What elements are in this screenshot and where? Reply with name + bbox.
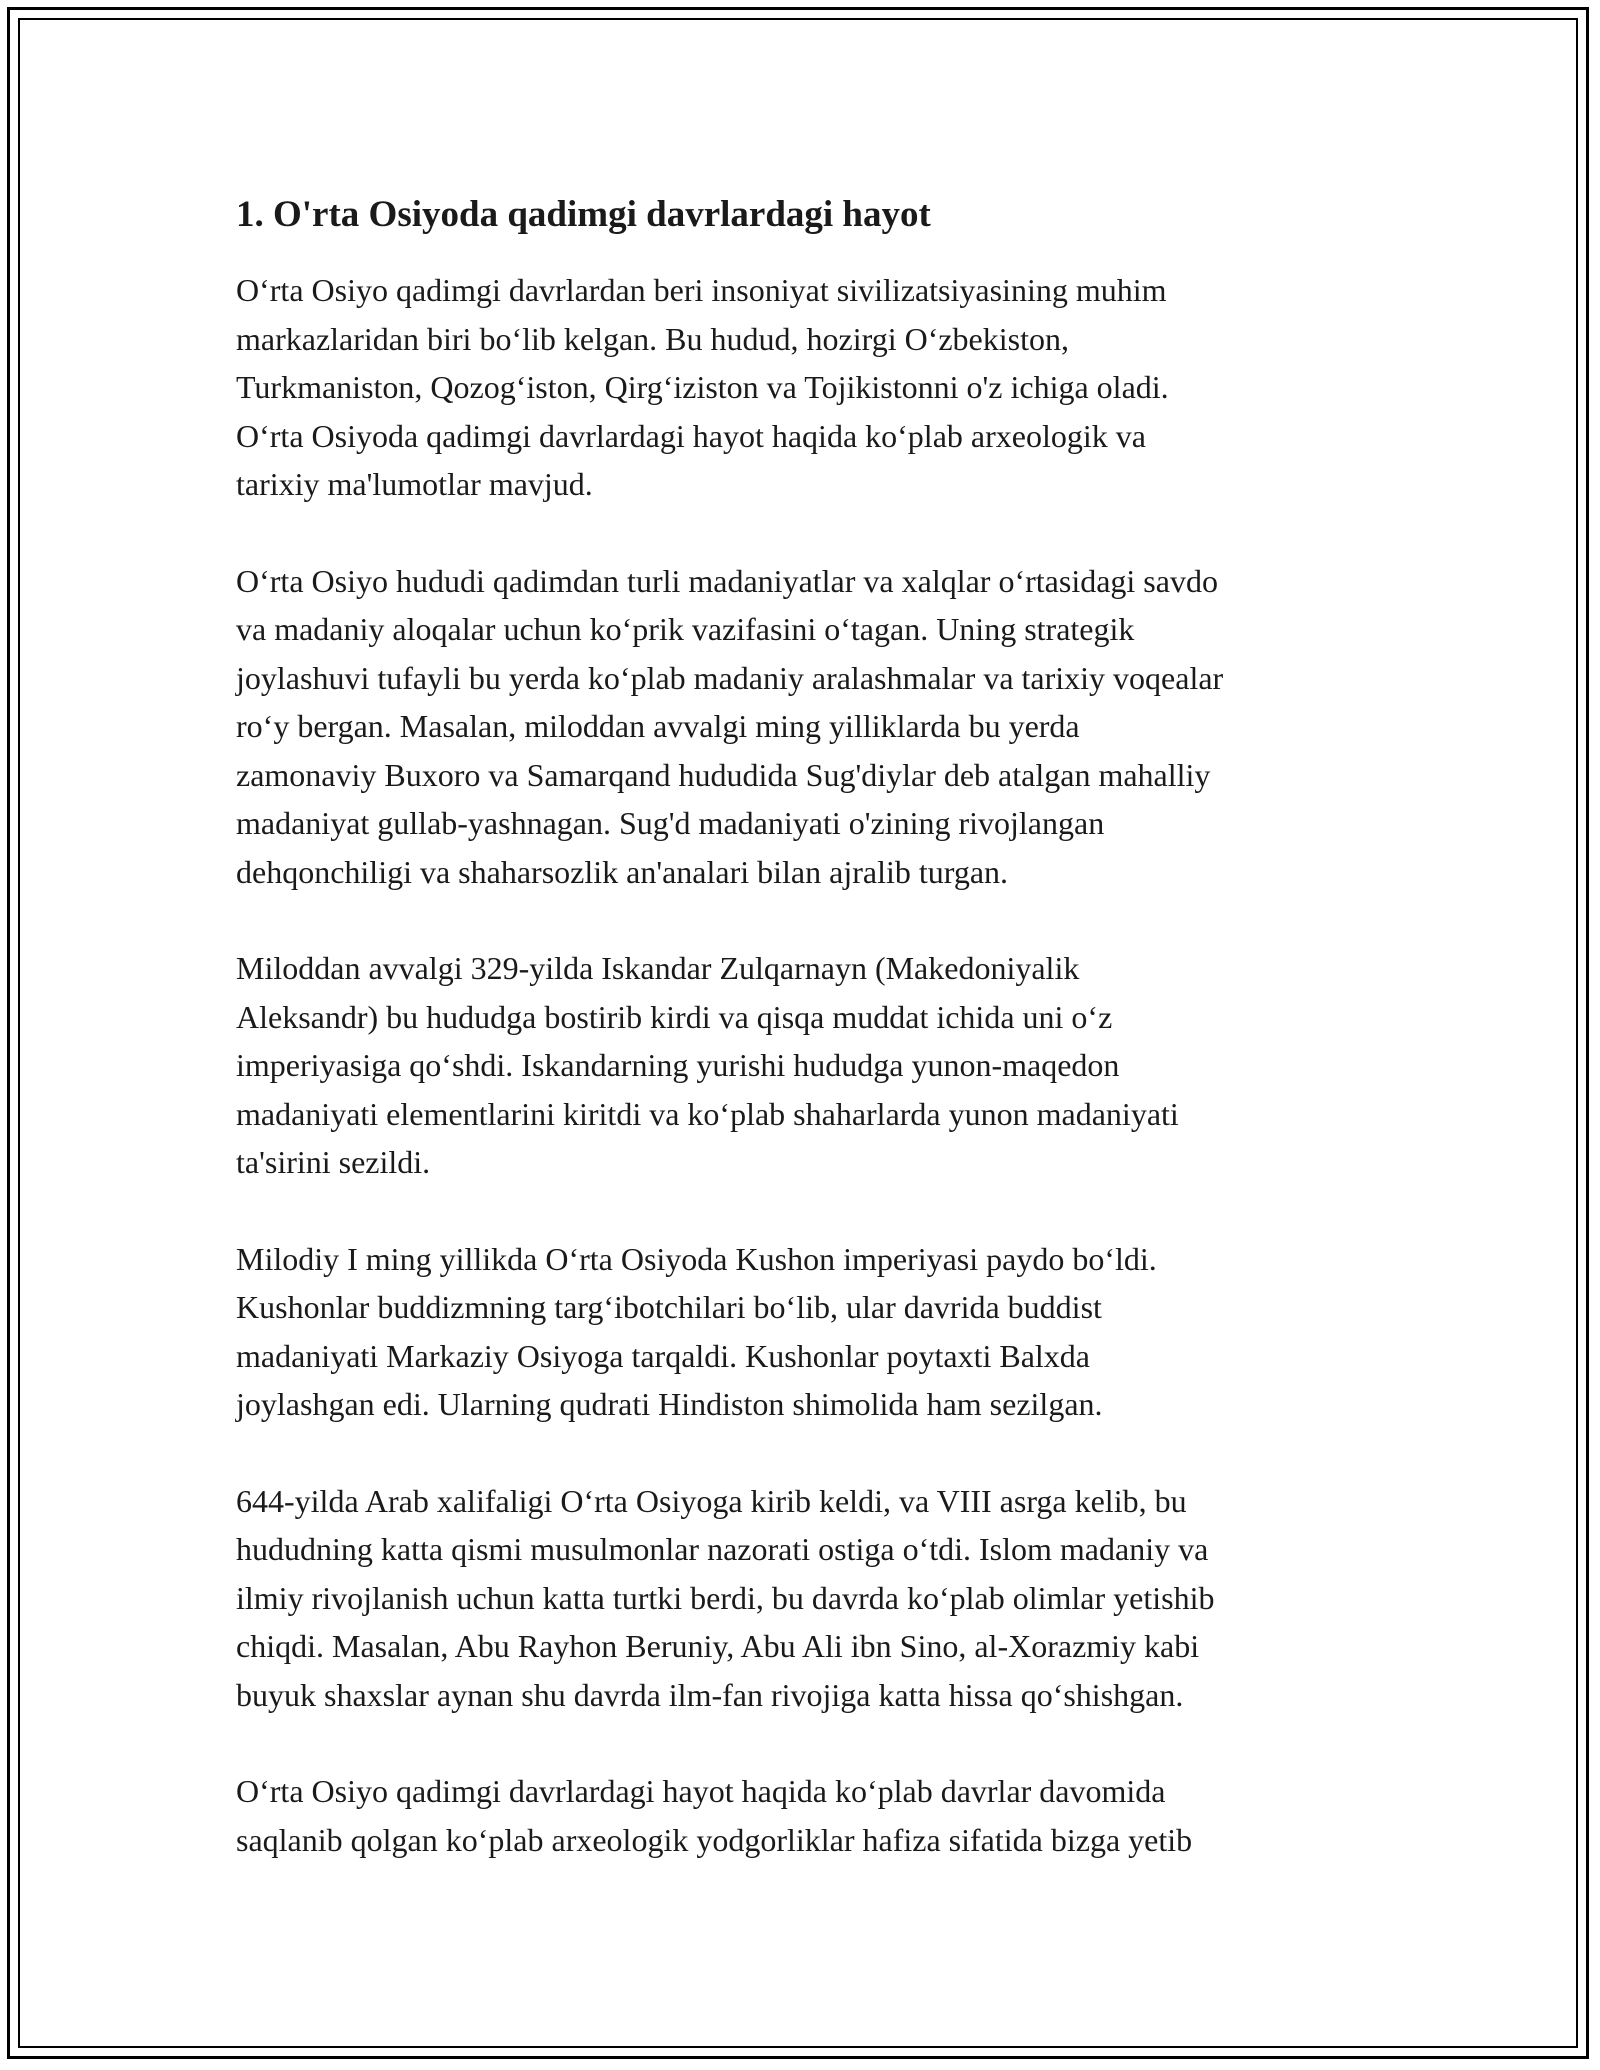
text-line: chiqdi. Masalan, Abu Rayhon Beruniy, Abu Ali ibn Sino, al-Xorazmiy kabi xyxy=(236,1628,1200,1664)
document-title: 1. O'rta Osiyoda qadimgi davrlardagi hayot xyxy=(236,194,931,235)
text-line: joylashuvi tufayli bu yerda ko‘plab madaniy aralashmalar va tarixiy voqealar xyxy=(236,659,1224,696)
paragraph-6 xyxy=(236,1767,1386,1864)
text-line: ta'sirini sezildi. xyxy=(236,1144,431,1180)
text-line: madaniyati elementlarini kiritdi va ko‘plab shaharlarda yunon madaniyati xyxy=(236,1095,1179,1132)
text-line: imperiyasiga qo‘shdi. Iskandarning yurishi hududga yunon-maqedon xyxy=(236,1047,1120,1083)
text-line: O‘rta Osiyo qadimgi davrlardagi hayot haqida ko‘plab davrlar davomida xyxy=(236,1773,1166,1809)
text-line: Turkmaniston, Qozog‘iston, Qirg‘iziston va Tojikistonni o'z ichiga oladi. xyxy=(236,369,1169,405)
paragraph-3 xyxy=(236,944,1386,1187)
text-line: dehqonchiligi va shaharsozlik an'analari bilan ajralib turgan. xyxy=(236,853,1009,890)
paragraph-2 xyxy=(236,557,1386,897)
text-line: madaniyat gullab-yashnagan. Sug'd madaniyati o'zining rivojlangan xyxy=(236,805,1105,841)
text-line: Aleksandr) bu hududga bostirib kirdi va qisqa muddat ichida uni o‘z xyxy=(236,998,1113,1035)
text-line: saqlanib qolgan ko‘plab arxeologik yodgorliklar hafiza sifatida bizga yetib xyxy=(236,1821,1193,1858)
paragraph-5 xyxy=(236,1477,1386,1720)
text-line: O‘rta Osiyo hududi qadimdan turli madaniyatlar va xalqlar o‘rtasidagi savdo xyxy=(236,562,1218,599)
text-line: joylashgan edi. Ularning qudrati Hindiston shimolida ham sezilgan. xyxy=(236,1386,1103,1422)
text-line: va madaniy aloqalar uchun ko‘prik vazifasini o‘tagan. Uning strategik xyxy=(236,611,1135,647)
text-line: O‘rta Osiyoda qadimgi davrlardagi hayot haqida ko‘plab arxeologik va xyxy=(236,417,1146,454)
text-line: ro‘y bergan. Masalan, miloddan avvalgi ming yilliklarda bu yerda xyxy=(236,708,1080,744)
text-line: markazlaridan biri bo‘lib kelgan. Bu hudud, hozirgi O‘zbekiston, xyxy=(236,320,1069,357)
text-line: madaniyati Markaziy Osiyoga tarqaldi. Kushonlar poytaxti Balxda xyxy=(236,1337,1090,1374)
text-line: 644-yilda Arab xalifaligi O‘rta Osiyoga kirib keldi, va VIII asrga kelib, bu xyxy=(236,1482,1187,1519)
paragraph-4 xyxy=(236,1235,1386,1429)
text-line: Milodiy I ming yillikda O‘rta Osiyoda Kushon imperiyasi paydo bo‘ldi. xyxy=(236,1240,1157,1277)
text-line: Miloddan avvalgi 329-yilda Iskandar Zulqarnayn (Makedoniyalik xyxy=(236,950,1080,986)
text-line: buyuk shaxslar aynan shu davrda ilm-fan rivojiga katta hissa qo‘shishgan. xyxy=(236,1676,1184,1713)
paragraph-1 xyxy=(236,266,1386,509)
text-line: hududning katta qismi musulmonlar nazorati ostiga o‘tdi. Islom madaniy va xyxy=(236,1531,1209,1567)
document-body xyxy=(236,188,1386,1912)
text-line: Kushonlar buddizmning targ‘ibotchilari bo‘lib, ular davrida buddist xyxy=(236,1289,1102,1325)
text-line: ilmiy rivojlanish uchun katta turtki berdi, bu davrda ko‘plab olimlar yetishib xyxy=(236,1579,1215,1616)
text-line: zamonaviy Buxoro va Samarqand hududida Sug'diylar deb atalgan mahalliy xyxy=(236,756,1211,793)
text-line: O‘rta Osiyo qadimgi davrlardan beri insoniyat sivilizatsiyasining muhim xyxy=(236,272,1167,308)
text-line: tarixiy ma'lumotlar mavjud. xyxy=(236,466,593,502)
